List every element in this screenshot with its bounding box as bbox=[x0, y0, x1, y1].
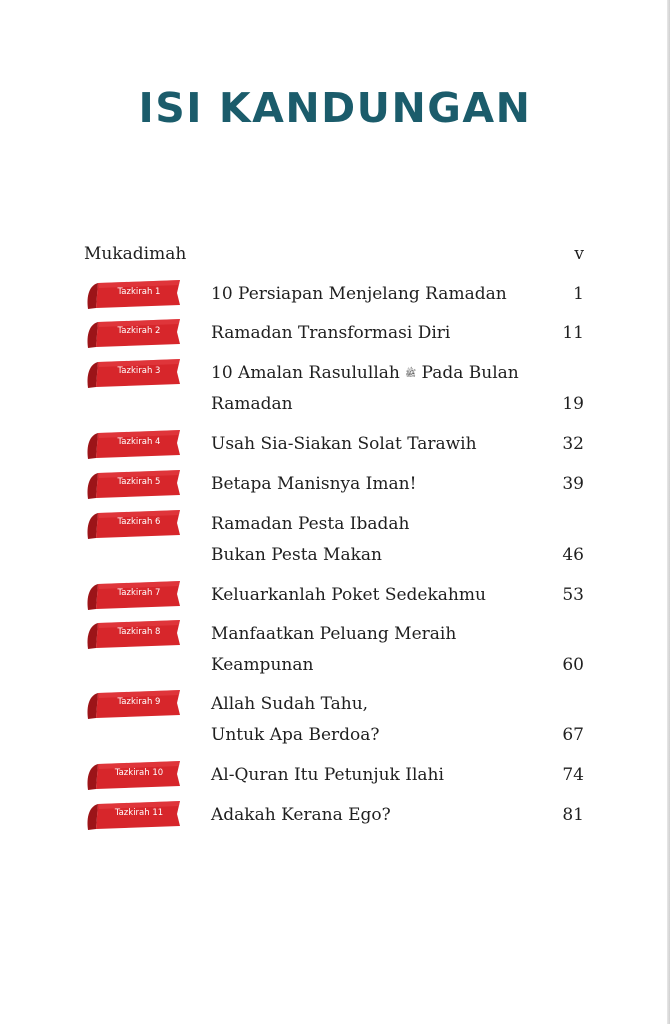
toc-entry-title: Ramadan Pesta Ibadah bbox=[211, 514, 410, 534]
toc-page-number: 39 bbox=[562, 474, 584, 494]
ribbon-badge bbox=[84, 358, 184, 390]
toc-page-number: 1 bbox=[573, 284, 584, 304]
ribbon-label: Tazkirah 5 bbox=[117, 477, 161, 487]
ribbon-badge bbox=[84, 279, 184, 311]
ribbon-label: Tazkirah 9 bbox=[117, 697, 161, 707]
toc-entry-title: Ramadan Transformasi Diri bbox=[211, 323, 451, 343]
toc-entry-title: 10 Persiapan Menjelang Ramadan bbox=[211, 284, 507, 304]
ribbon-badge bbox=[84, 509, 184, 541]
toc-entry-title: Adakah Kerana Ego? bbox=[211, 805, 391, 825]
toc-page-number: 46 bbox=[562, 545, 584, 565]
toc-entry-title-line2: Ramadan bbox=[211, 394, 293, 414]
toc-page-number: 11 bbox=[562, 323, 584, 343]
ribbon-label: Tazkirah 11 bbox=[114, 808, 164, 818]
ribbon-badge bbox=[84, 689, 184, 721]
toc-page-number: 53 bbox=[562, 585, 584, 605]
toc-entry-title: Usah Sia-Siakan Solat Tarawih bbox=[211, 434, 477, 454]
toc-entry-title-line2: Bukan Pesta Makan bbox=[211, 545, 382, 565]
ribbon-badge bbox=[84, 429, 184, 461]
toc-page-number: v bbox=[574, 244, 584, 264]
toc-page-number: 81 bbox=[562, 805, 584, 825]
toc-entry-title: Manfaatkan Peluang Meraih bbox=[211, 624, 457, 644]
toc-entry-title: Keluarkanlah Poket Sedekahmu bbox=[211, 585, 486, 605]
toc-page-number: 32 bbox=[562, 434, 584, 454]
toc-entry-title: Al-Quran Itu Petunjuk Ilahi bbox=[211, 765, 444, 785]
toc-entry-title-part: 10 Amalan Rasulullah bbox=[211, 363, 400, 383]
toc-page-number: 67 bbox=[562, 725, 584, 745]
toc-page-number: 74 bbox=[562, 765, 584, 785]
ribbon-badge bbox=[84, 580, 184, 612]
ribbon-label: Tazkirah 8 bbox=[117, 627, 161, 637]
toc-preface-title: Mukadimah bbox=[84, 244, 187, 264]
page-title: ISI KANDUNGAN bbox=[138, 84, 532, 132]
ribbon-label: Tazkirah 1 bbox=[117, 287, 161, 297]
toc-entry-title-line2: Keampunan bbox=[211, 655, 314, 675]
toc-page-number: 19 bbox=[562, 394, 584, 414]
toc-entry-title-line2: Untuk Apa Berdoa? bbox=[211, 725, 380, 745]
toc-page-number: 60 bbox=[562, 655, 584, 675]
ribbon-label: Tazkirah 4 bbox=[117, 437, 161, 447]
saw-honorific-icon: ﷺ bbox=[405, 369, 417, 379]
ribbon-label: Tazkirah 7 bbox=[117, 588, 161, 598]
toc-entry-title: Allah Sudah Tahu, bbox=[211, 694, 369, 714]
toc-entry-title: Betapa Manisnya Iman! bbox=[211, 474, 417, 494]
ribbon-badge bbox=[84, 469, 184, 501]
ribbon-badge bbox=[84, 800, 184, 832]
ribbon-label: Tazkirah 10 bbox=[114, 768, 164, 778]
ribbon-badge bbox=[84, 760, 184, 792]
ribbon-badge bbox=[84, 619, 184, 651]
ribbon-label: Tazkirah 6 bbox=[117, 517, 161, 527]
toc-entry-title-part: Pada Bulan bbox=[421, 363, 519, 383]
ribbon-label: Tazkirah 3 bbox=[117, 366, 161, 376]
ribbon-label: Tazkirah 2 bbox=[117, 326, 161, 336]
ribbon-badge bbox=[84, 318, 184, 350]
toc-entry-title bbox=[211, 358, 519, 390]
